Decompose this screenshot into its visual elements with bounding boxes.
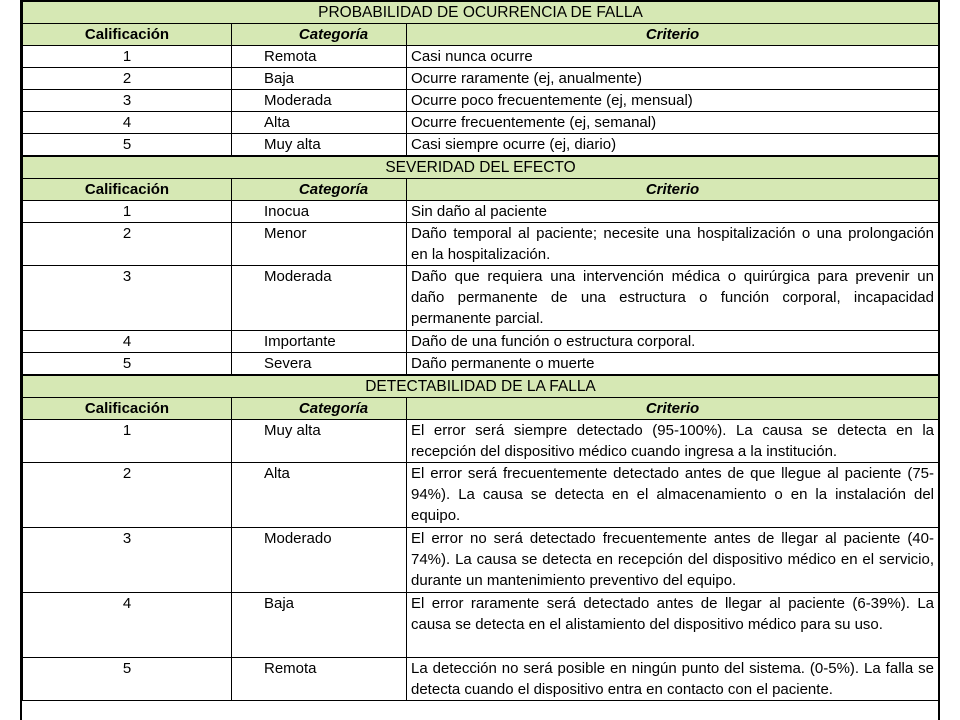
table-row (23, 46, 939, 68)
rating-cell: 2 (23, 223, 232, 266)
criterion-cell: Ocurre raramente (ej, anualmente) (407, 68, 939, 90)
criterion-cell: Ocurre frecuentemente (ej, semanal) (407, 112, 939, 134)
header-category: Categoría (232, 179, 407, 201)
header-rating: Calificación (23, 179, 232, 201)
category-cell: Moderado (232, 528, 407, 593)
header-row (23, 398, 939, 420)
table-row (23, 353, 939, 376)
header-rating: Calificación (23, 398, 232, 420)
header-row (23, 24, 939, 46)
category-cell: Remota (232, 658, 407, 701)
header-criterion: Criterio (407, 398, 939, 420)
criterion-cell: Sin daño al paciente (407, 201, 939, 223)
category-cell: Remota (232, 46, 407, 68)
category-cell: Moderada (232, 266, 407, 331)
header-row (23, 179, 939, 201)
category-cell: Moderada (232, 90, 407, 112)
criterion-cell: La detección no será posible en ningún punto del sistema. (0-5%). La falla se detecta cuando el dispositivo entra en contacto con el paciente. (407, 658, 939, 701)
table-row (23, 463, 939, 528)
category-cell: Inocua (232, 201, 407, 223)
section-title: DETECTABILIDAD DE LA FALLA (23, 375, 939, 398)
table-row (23, 223, 939, 266)
rating-cell: 3 (23, 90, 232, 112)
category-cell: Baja (232, 68, 407, 90)
header-category: Categoría (232, 24, 407, 46)
category-cell: Importante (232, 331, 407, 353)
rating-cell: 1 (23, 201, 232, 223)
header-category: Categoría (232, 398, 407, 420)
table-row (23, 420, 939, 463)
criterion-cell: El error será frecuentemente detectado antes de que llegue al paciente (75-94%). La causa se detecta en el almacenamiento o en la instalación del equipo. (407, 463, 939, 528)
category-cell: Menor (232, 223, 407, 266)
rating-cell: 4 (23, 331, 232, 353)
criterion-cell: Daño que requiera una intervención médica o quirúrgica para prevenir un daño permanente de una estructura o función corporal, incapacidad permanente parcial. (407, 266, 939, 331)
criterion-cell: Ocurre poco frecuentemente (ej, mensual) (407, 90, 939, 112)
section-title: SEVERIDAD DEL EFECTO (23, 156, 939, 179)
header-criterion: Criterio (407, 179, 939, 201)
criterion-cell: El error no será detectado frecuentemente antes de llegar al paciente (40-74%). La causa se detecta en recepción del dispositivo médico en el servicio, durante un mantenimiento preventivo del equipo. (407, 528, 939, 593)
rating-cell: 1 (23, 420, 232, 463)
table-row (23, 528, 939, 593)
rating-cell: 3 (23, 266, 232, 331)
table-row (23, 90, 939, 112)
rating-cell: 4 (23, 112, 232, 134)
section-title-row (23, 1, 939, 24)
criterion-cell: Casi siempre ocurre (ej, diario) (407, 134, 939, 157)
table-row (23, 593, 939, 658)
header-rating: Calificación (23, 24, 232, 46)
rating-cell: 5 (23, 353, 232, 376)
table-row (23, 331, 939, 353)
category-cell: Alta (232, 112, 407, 134)
criterion-cell: El error será siempre detectado (95-100%). La causa se detecta en la recepción del dispositivo médico cuando ingresa a la institución. (407, 420, 939, 463)
category-cell: Muy alta (232, 420, 407, 463)
table-row (23, 201, 939, 223)
table-row (23, 658, 939, 701)
section-title-row (23, 375, 939, 398)
rating-cell: 1 (23, 46, 232, 68)
header-criterion: Criterio (407, 24, 939, 46)
section-title: PROBABILIDAD DE OCURRENCIA DE FALLA (23, 1, 939, 24)
criterion-cell: Daño temporal al paciente; necesite una hospitalización o una prolongación en la hospitalización. (407, 223, 939, 266)
criterion-cell: Daño permanente o muerte (407, 353, 939, 376)
criteria-table (22, 0, 939, 701)
category-cell: Severa (232, 353, 407, 376)
rating-cell: 4 (23, 593, 232, 658)
table-row (23, 134, 939, 157)
table-row (23, 112, 939, 134)
criterion-cell: El error raramente será detectado antes de llegar al paciente (6-39%). La causa se detecta en el alistamiento del dispositivo médico para su uso. (407, 593, 939, 658)
category-cell: Muy alta (232, 134, 407, 157)
rating-cell: 2 (23, 463, 232, 528)
criterion-cell: Casi nunca ocurre (407, 46, 939, 68)
criterion-cell: Daño de una función o estructura corporal. (407, 331, 939, 353)
section-title-row (23, 156, 939, 179)
criteria-sheet (20, 0, 940, 720)
rating-cell: 5 (23, 134, 232, 157)
table-row (23, 266, 939, 331)
rating-cell: 3 (23, 528, 232, 593)
table-row (23, 68, 939, 90)
rating-cell: 5 (23, 658, 232, 701)
category-cell: Alta (232, 463, 407, 528)
rating-cell: 2 (23, 68, 232, 90)
category-cell: Baja (232, 593, 407, 658)
